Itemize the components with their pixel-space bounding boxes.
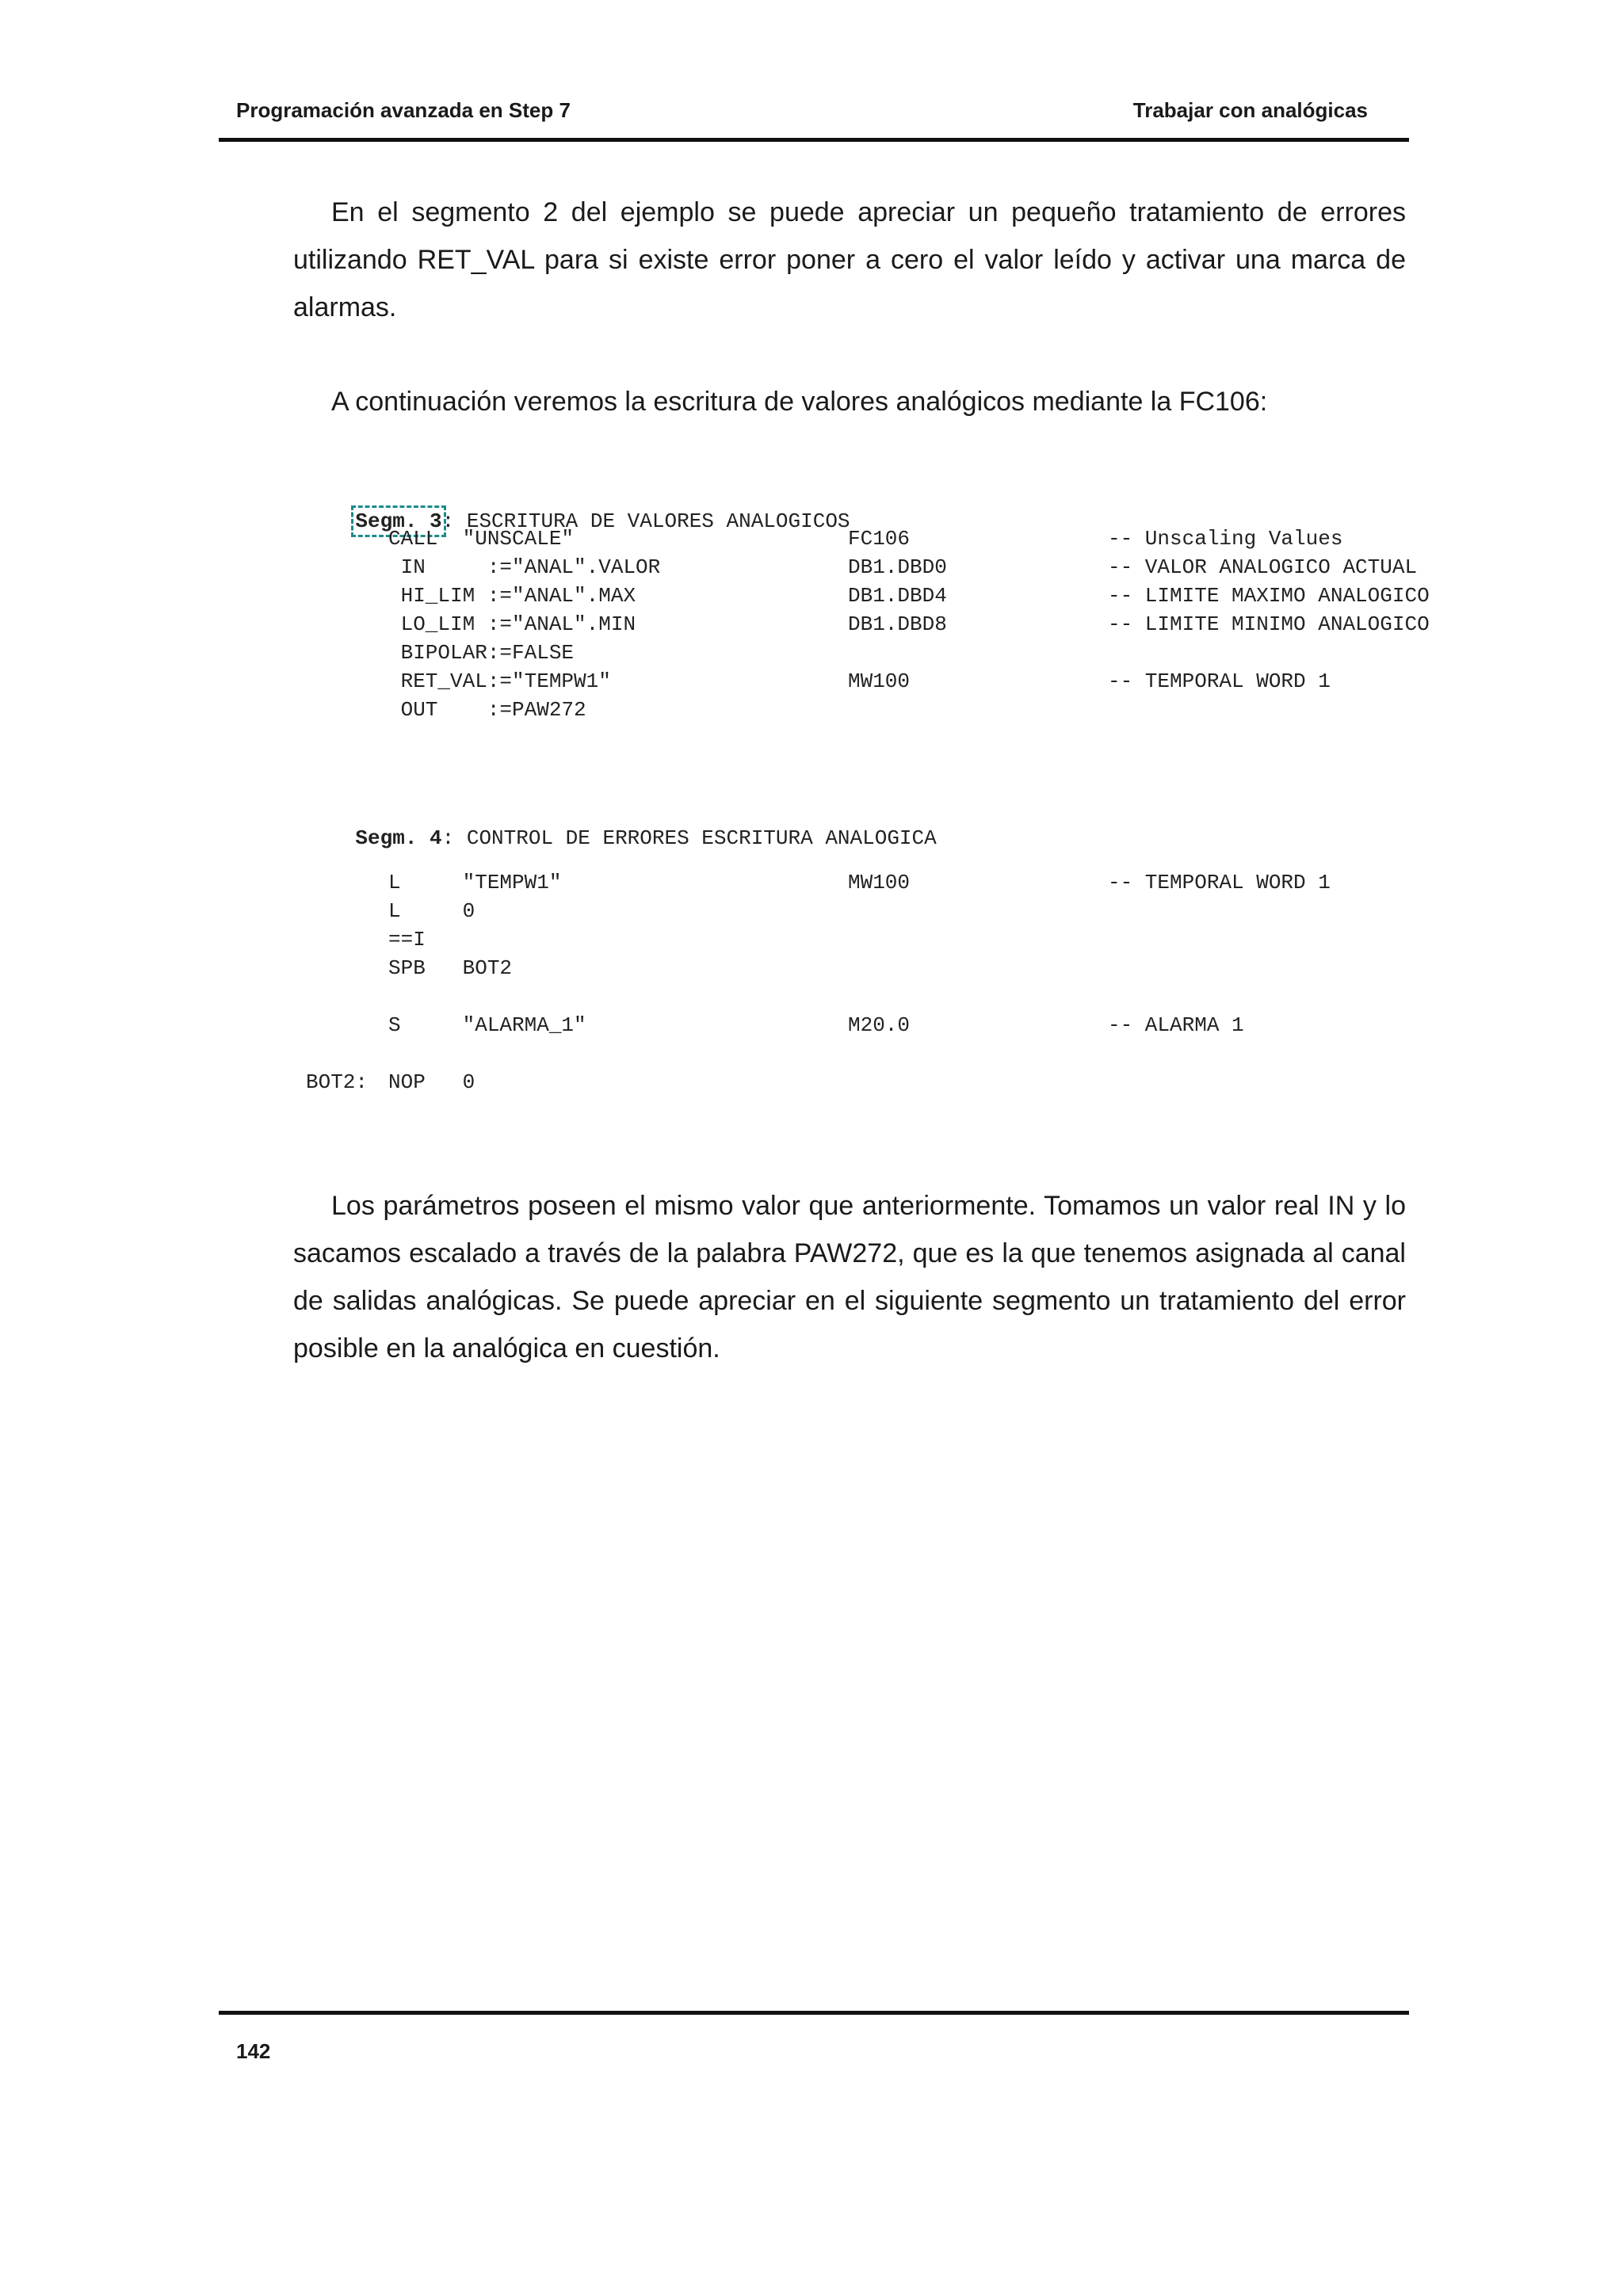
footer-rule [219,2011,1409,2015]
code-comment: -- VALOR ANALOGICO ACTUAL [1108,555,1418,579]
segment-4-title: : CONTROL DE ERRORES ESCRITURA ANALOGICA [441,826,937,850]
code-line: OUT :=PAW272 [388,698,586,722]
code-comment: -- ALARMA 1 [1108,1013,1244,1037]
code-label-bot2: BOT2: [306,1070,369,1094]
segment-3-label[interactable]: Segm. 3 [355,509,442,533]
code-line: HI_LIM :="ANAL".MAX [388,584,636,608]
code-line: ==I [388,928,426,952]
segment-4-code [306,791,1479,1242]
code-comment: -- TEMPORAL WORD 1 [1108,871,1331,894]
code-addr: MW100 [848,669,911,693]
header-left: Programación avanzada en Step 7 [236,98,571,122]
code-comment: -- TEMPORAL WORD 1 [1108,669,1331,693]
code-line: L 0 [388,899,475,923]
code-line: BIPOLAR:=FALSE [388,641,575,665]
code-addr: MW100 [848,871,911,894]
code-line: RET_VAL:="TEMPW1" [388,669,611,693]
paragraph-2: A continuación veremos la escritura de valores analógicos mediante la FC106: [331,387,1268,417]
code-comment: -- LIMITE MAXIMO ANALOGICO [1108,584,1430,608]
segment-4-label[interactable]: Segm. 4 [355,826,442,850]
header-right: Trabajar con analógicas [1132,98,1368,122]
code-addr: M20.0 [848,1013,911,1037]
segment-3-title: : ESCRITURA DE VALORES ANALOGICOS [441,509,850,533]
code-addr: DB1.DBD0 [848,555,947,579]
code-line: L "TEMPW1" [388,871,562,894]
code-line: CALL "UNSCALE" [388,527,575,551]
code-line: NOP 0 [388,1070,475,1094]
code-comment: -- Unscaling Values [1108,527,1343,551]
code-line: SPB BOT2 [388,956,513,980]
code-addr: FC106 [848,527,911,551]
code-addr: DB1.DBD8 [848,612,947,636]
code-line: S "ALARMA_1" [388,1013,586,1037]
code-addr: DB1.DBD4 [848,584,947,608]
paragraph-1: En el segmento 2 del ejemplo se puede apreciar un pequeño tratamiento de errores utilizando RET_VAL para si existe error poner a cero el valor leído y activar una marca de alarmas. [293,197,1406,322]
code-line: LO_LIM :="ANAL".MIN [388,612,636,636]
paragraph-3: Los parámetros poseen el mismo valor que anteriormente. Tomamos un valor real IN y lo sacamos escalado a través de la palabra PAW272, que es la que tenemos asignada al canal de salidas analógicas. Se puede apreciar en el siguiente segmento un tratamiento del error posible en la analógica en cuestión. [293,1191,1406,1363]
code-comment: -- LIMITE MINIMO ANALOGICO [1108,612,1430,636]
page-number: 142 [236,2039,271,2063]
code-line: IN :="ANAL".VALOR [388,555,661,579]
header-rule [219,138,1409,142]
